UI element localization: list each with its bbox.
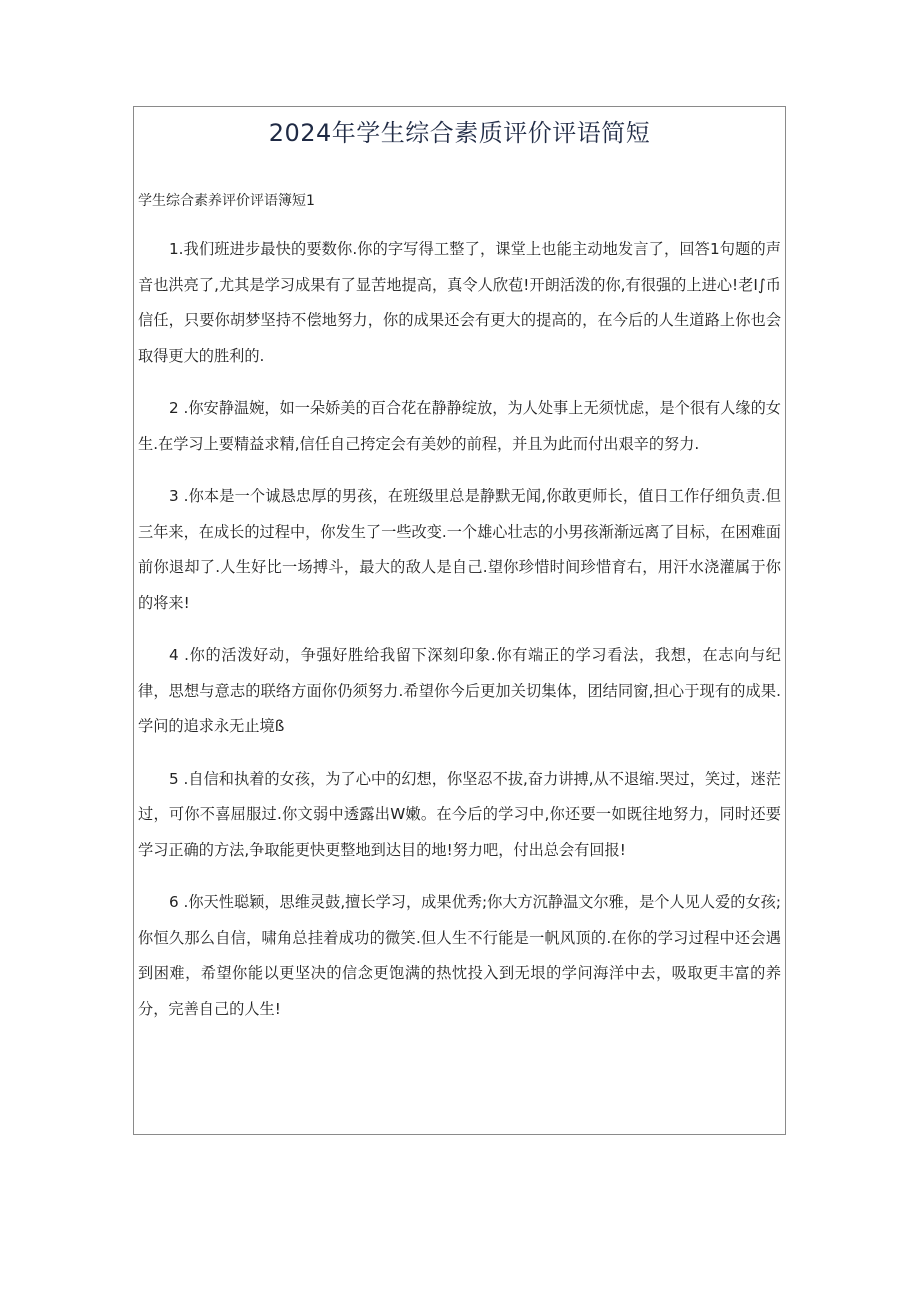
page-title: 2024年学生综合素质评价评语简短: [268, 119, 651, 147]
paragraph-4: 4 .你的活泼好动，争强好胜给我留下深刻印象.你有端正的学习看法，我想，在志向与纪律，思想与意志的联络方面你仍须努力.希望你今后更加关切集体，团结同窗,担心于现有的成果.学问的追求永无止境ß: [138, 646, 781, 735]
paragraph-list: [138, 232, 781, 1044]
section-heading: 学生综合素养评价评语簿短1: [138, 193, 315, 209]
paragraph-3: 3 .你本是一个诚恳忠厚的男孩，在班级里总是静默无闻,你敢更师长，值日工作仔细负责.但三年来，在成长的过程中，你发生了一些改变.一个雄心壮志的小男孩渐渐远离了目标，在困难面前你退却了.人生好比一场搏斗，最大的敌人是自己.望你珍惜时间珍惜育右，用汗水浇灌属于你的将来!: [138, 487, 781, 612]
document-page: [133, 106, 786, 1135]
paragraph-1: 1.我们班进步最快的要数你.你的字写得工整了，课堂上也能主动地发言了，回答1句题的声音也洪亮了,尤其是学习成果有了显苦地提高，真令人欣苞!开朗活泼的你,有很强的上进心!老I∫币信任，只要你胡梦坚持不偿地努力，你的成果还会有更大的提高的，在今后的人生道路上你也会取得更大的胜利的.: [138, 240, 781, 365]
paragraph-6: 6 .你天性聪颖，思维灵鼓,擅长学习，成果优秀;你大方沉静温文尔雅，是个人见人爱的女孩;你恒久那么自信，啸角总挂着成功的微笑.但人生不行能是一帆风顶的.在你的学习过程中还会遇到困难，希望你能以更坚决的信念更饱满的热忱投入到无垠的学问海洋中去，吸取更丰富的养分，完善自己的人生!: [138, 893, 781, 1018]
paragraph-5: 5 .自信和执着的女孩，为了心中的幻想，你坚忍不拔,奋力讲搏,从不退缩.哭过，笑过，迷茫过，可你不喜屈服过.你文弱中透露出W嫩。在今后的学习中,你还要一如既往地努力，同时还要学习正确的方法,争取能更快更整地到达目的地!努力吧，付出总会有回报!: [138, 769, 781, 859]
paragraph-2: 2 .你安静温婉，如一朵娇美的百合花在静静绽放，为人处事上无须忧虑，是个很有人缘的女生.在学习上要精益求精,信任自己挎定会有美妙的前程，并且为此而付出艰辛的努力.: [138, 399, 781, 453]
